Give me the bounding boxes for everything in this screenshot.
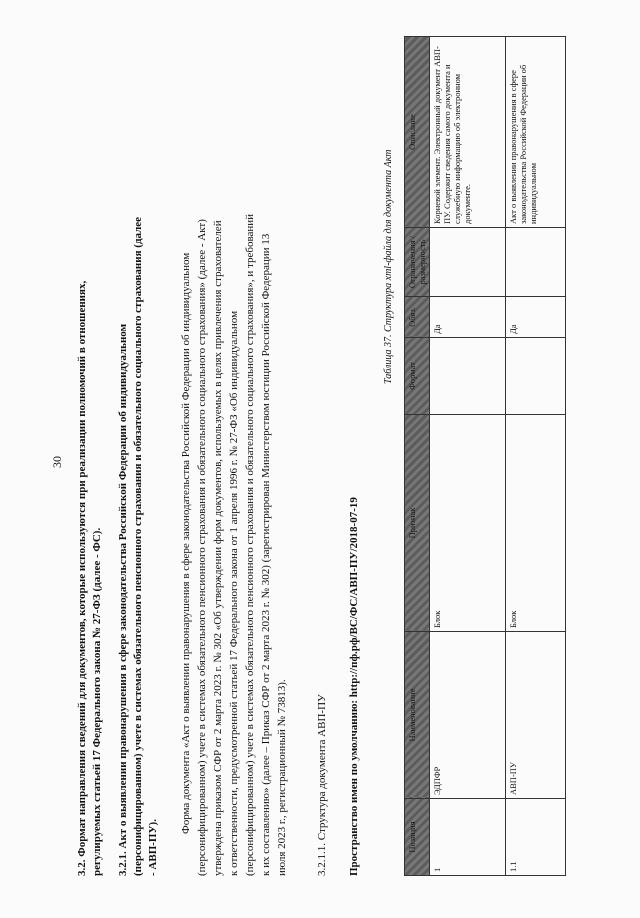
row-1-name: ЭДПФР (430, 632, 506, 799)
row-1-type: Блок (430, 415, 506, 632)
row-2-required: Да (506, 297, 566, 338)
body-paragraph-line-3: утверждена приказом СФР от 2 марта 2023 г. № 302 «Об утверждении форм документов, используемых в целях привлечения страхователей (212, 220, 224, 876)
table-caption: Таблица 37. Структура xml-файла для документа Акт (383, 149, 394, 384)
row-1-limits (430, 228, 506, 297)
row-1-position: 1 (430, 799, 506, 876)
row-1-format (430, 338, 506, 415)
section-heading-line-2: регулируемых статьей 17 Федерального закона № 27-ФЗ (далее - ФС). (91, 527, 103, 876)
subsection-heading-line-1: 3.2.1. Акт о выявлении правонарушения в сфере законодательства Российской Федерации об индивидуальном (117, 323, 129, 876)
body-paragraph-line-4: к ответственности, предусмотренной статьей 17 Федерального закона от 1 апреля 1996 г. № 27-ФЗ «Об индивидуальном (228, 310, 240, 876)
body-paragraph-line-7: июля 2023 г., регистрационный № 73813). (276, 679, 288, 876)
table-header-row (405, 37, 430, 876)
section-heading-line-1: 3.2. Формат направления сведений для документов, которые используются при реализации полномочий в отношениях, (76, 280, 88, 876)
row-2-type: Блок (506, 415, 566, 632)
page-number: 30 (50, 456, 64, 468)
header-format: Формат (405, 338, 430, 415)
body-paragraph-line-5: (персонифицированном) учете в системах обязательного пенсионного страхования и обязательного социального страхования», и требований (244, 213, 256, 876)
header-limits: Ограничения / размерность (405, 228, 430, 297)
namespace-line: Пространство имен по умолчанию: http://пф.рф/ВС/ФС/АВП-ПУ/2018-07-19 (348, 497, 360, 876)
table-row (506, 37, 566, 876)
subsection-heading-line-2: (персонифицированном) учете в системах обязательного пенсионного страхования и обязательного социального страхования (далее (132, 216, 144, 876)
header-type: Признак (405, 415, 430, 632)
row-2-limits (506, 228, 566, 297)
row-2-name: АВП-ПУ (506, 632, 566, 799)
structure-table (404, 36, 566, 876)
body-paragraph-line-1: Форма документа «Акт о выявлении правонарушения в сфере законодательства Российской Федерации об индивидуальном (180, 252, 192, 834)
header-position: Позиция (405, 799, 430, 876)
header-name: Наименование (405, 632, 430, 799)
subsection-3-2-1-1-title: 3.2.1.1. Структура документа АВП-ПУ (316, 694, 328, 876)
table-row (430, 37, 506, 876)
rotated-page-content (20, 14, 620, 904)
row-2-position: 1.1 (506, 799, 566, 876)
row-2-description: Акт о выявлении правонарушения в сфере законодательства Российской Федерации об индивидуальном (506, 37, 566, 228)
row-1-required: Да (430, 297, 506, 338)
header-description: Описание (405, 37, 430, 228)
header-required: Обяз. (405, 297, 430, 338)
subsection-heading-line-3: - АВП-ПУ). (147, 819, 159, 876)
body-paragraph-line-6: к их составлению» (далее – Приказ СФР от 2 марта 2023 г. № 302) (зарегистрирован Министерством юстиции Российской Федерации 13 (260, 233, 272, 876)
row-1-description: Корневой элемент. Электронный документ АВП-ПУ. Содержит сведения самого документа и служебную информацию об электронном документе. (430, 37, 506, 228)
row-2-format (506, 338, 566, 415)
body-paragraph-line-2: (персонифицированном) учете в системах обязательного пенсионного страхования и обязательного социального страхования» (далее - Акт) (196, 219, 208, 876)
